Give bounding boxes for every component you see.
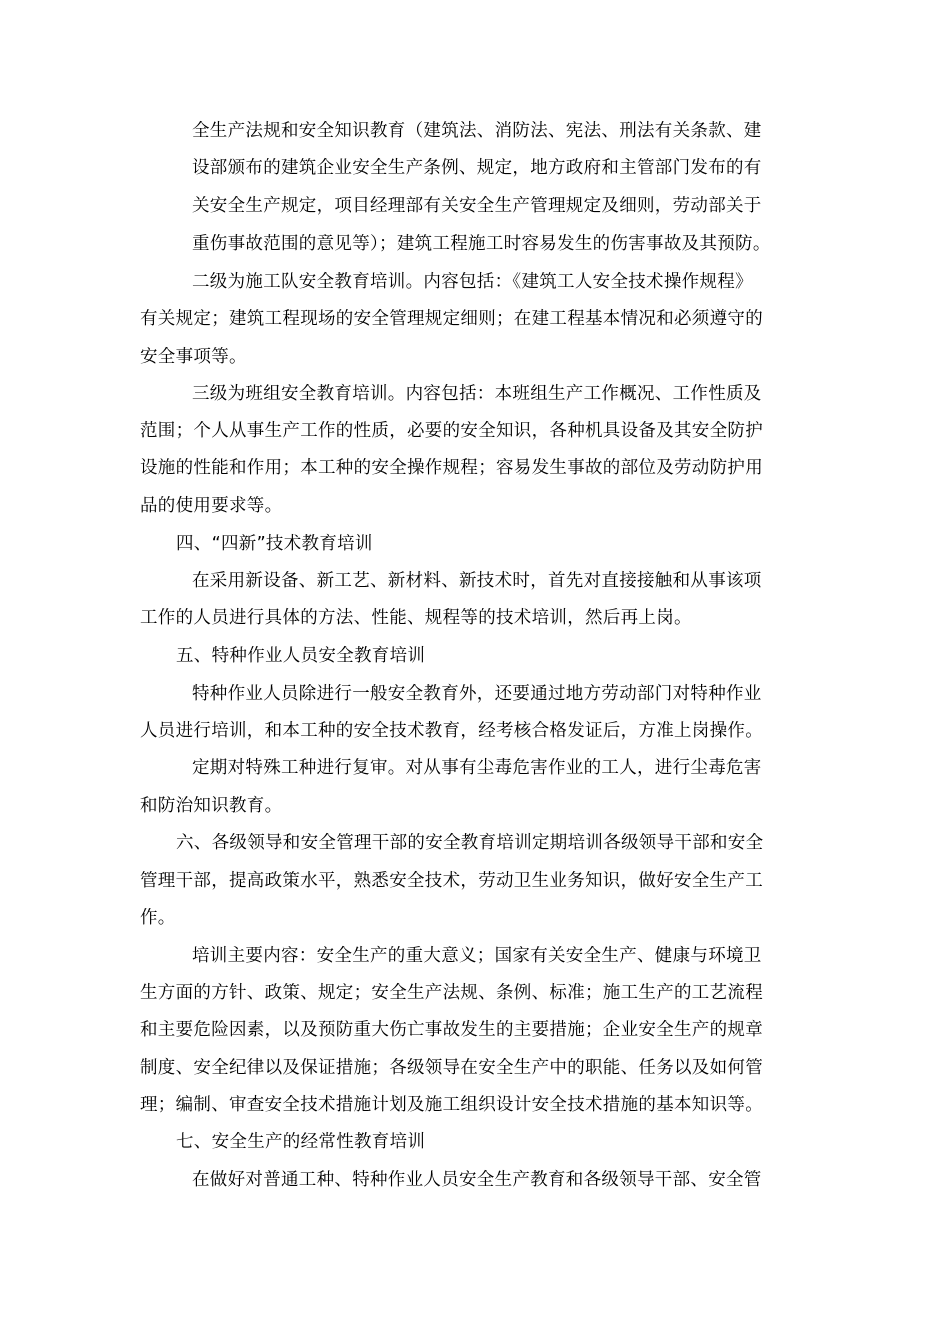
paragraph-start-line: 二级为施工队安全教育培训。内容包括：《建筑工人安全技术操作规程》	[192, 272, 753, 292]
paragraph-start-line: 定期对特殊工种进行复审。对从事有尘毒危害作业的工人，进行尘毒危害	[192, 758, 762, 778]
text-line: 范围；个人从事生产工作的性质，必要的安全知识，各种机具设备及其安全防护	[140, 421, 763, 441]
text-line: 关安全生产规定，项目经理部有关安全生产管理规定及细则，劳动部关于	[192, 196, 762, 216]
text-line: 安全事项等。	[140, 347, 247, 367]
text-line: 设施的性能和作用；本工种的安全操作规程；容易发生事故的部位及劳动防护用	[140, 458, 763, 478]
text-line: 设部颁布的建筑企业安全生产条例、规定，地方政府和主管部门发布的有	[192, 158, 762, 178]
paragraph-start-line: 三级为班组安全教育培训。内容包括：本班组生产工作概况、工作性质及	[192, 384, 762, 404]
section-heading: 四、“四新”技术教育培训	[176, 534, 373, 554]
text-line: 生方面的方针、政策、规定；安全生产法规、条例、标准；施工生产的工艺流程	[140, 983, 763, 1003]
text-line: 制度、安全纪律以及保证措施；各级领导在安全生产中的职能、任务以及如何管	[140, 1058, 763, 1078]
section-heading: 五、特种作业人员安全教育培训	[176, 646, 426, 666]
section-heading: 七、安全生产的经常性教育培训	[176, 1132, 426, 1152]
text-line: 和主要危险因素，以及预防重大伤亡事故发生的主要措施；企业安全生产的规章	[140, 1020, 763, 1040]
text-line: 作。	[140, 908, 176, 928]
text-line: 管理干部，提高政策水平，熟悉安全技术，劳动卫生业务知识，做好安全生产工	[140, 871, 763, 891]
paragraph-start-line: 培训主要内容：安全生产的重大意义；国家有关安全生产、健康与环境卫	[192, 946, 762, 966]
text-line: 人员进行培训，和本工种的安全技术教育，经考核合格发证后，方准上岗操作。	[140, 721, 763, 741]
text-line: 全生产法规和安全知识教育（建筑法、消防法、宪法、刑法有关条款、建	[192, 121, 762, 141]
paragraph-start-line: 在采用新设备、新工艺、新材料、新技术时，首先对直接接触和从事该项	[192, 571, 762, 591]
text-line: 重伤事故范围的意见等）；建筑工程施工时容易发生的伤害事故及其预防。	[192, 234, 771, 254]
paragraph-start-line: 特种作业人员除进行一般安全教育外，还要通过地方劳动部门对特种作业	[192, 684, 762, 704]
section-heading: 六、各级领导和安全管理干部的安全教育培训定期培训各级领导干部和安全	[176, 833, 764, 853]
text-line: 和防治知识教育。	[140, 796, 283, 816]
text-line: 工作的人员进行具体的方法、性能、规程等的技术培训，然后再上岗。	[140, 608, 692, 628]
text-line: 有关规定；建筑工程现场的安全管理规定细则；在建工程基本情况和必须遵守的	[140, 309, 763, 329]
text-line: 理；编制、审查安全技术措施计划及施工组织设计安全技术措施的基本知识等。	[140, 1095, 763, 1115]
paragraph-start-line: 在做好对普通工种、特种作业人员安全生产教育和各级领导干部、安全管	[192, 1170, 762, 1190]
text-line: 品的使用要求等。	[140, 496, 283, 516]
